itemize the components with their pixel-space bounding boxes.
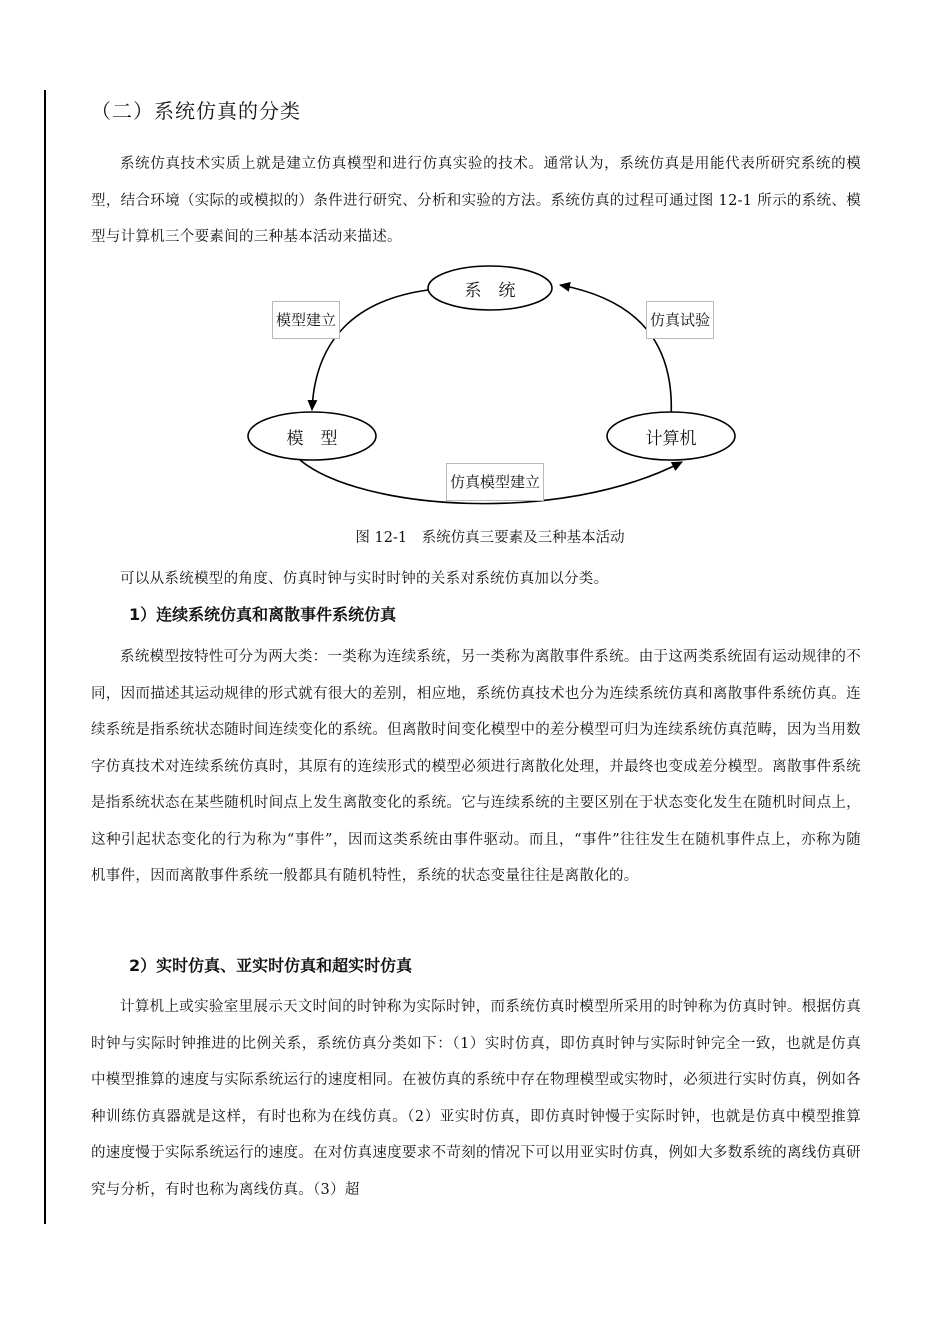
section-heading: （二）系统仿真的分类 [91, 99, 301, 123]
simulation-model-building-label: 仿真模型建立 [446, 463, 544, 501]
system-node-label: 系 统 [464, 281, 516, 301]
section2-title: 2）实时仿真、亚实时仿真和超实时仿真 [129, 956, 413, 975]
section2-paragraph: 计算机上或实验室里展示天文时间的时钟称为实际时钟，而系统仿真时模型所采用的时钟称为仿真时钟。根据仿真时钟与实际时钟推进的比例关系，系统仿真分类如下：（1）实时仿真，即仿真时钟与实际时钟完全一致，也就是仿真中模型推算的速度与实际系统运行的速度相同。在被仿真的系统中存在物理模型或实物时，必须进行实时仿真，例如各种训练仿真器就是这样，有时也称为在线仿真。（2）亚实时仿真，即仿真时钟慢于实际时钟，也就是仿真中模型推算的速度慢于实际系统运行的速度。在对仿真速度要求不苛刻的情况下可以用亚实时仿真，例如大多数系统的离线仿真研究与分析，有时也称为离线仿真。（3）超 [91, 999, 861, 1198]
computer-node-label: 计算机 [645, 429, 697, 449]
intro-paragraph: 系统仿真技术实质上就是建立仿真模型和进行仿真实验的技术。通常认为，系统仿真是用能代表所研究系统的模型，结合环境（实际的或模拟的）条件进行研究、分析和实验的方法。系统仿真的过程可通过图 12-1 所示的系统、模型与计算机三个要素间的三种基本活动来描述。 [91, 156, 861, 245]
simulation-test-label: 仿真试验 [646, 301, 714, 339]
model-building-label: 模型建立 [272, 301, 340, 339]
section1-title: 1）连续系统仿真和离散事件系统仿真 [129, 605, 397, 624]
figure-caption: 图 12-1 系统仿真三要素及三种基本活动 [355, 530, 625, 546]
section1-paragraph: 系统模型按特性可分为两大类：一类称为连续系统，另一类称为离散事件系统。由于这两类系统固有运动规律的不同，因而描述其运动规律的形式就有很大的差别，相应地，系统仿真技术也分为连续系统仿真和离散事件系统仿真。连续系统是指系统状态随时间连续变化的系统。但离散时间变化模型中的差分模型可归为连续系统仿真范畴，因为当用数字仿真技术对连续系统仿真时，其原有的连续形式的模型必须进行离散化处理，并最终也变成差分模型。离散事件系统是指系统状态在某些随机时间点上发生离散变化的系统。它与连续系统的主要区别在于状态变化发生在随机时间点上，这种引起状态变化的行为称为“事件”，因而这类系统由事件驱动。而且，“事件”往往发生在随机事件点上，亦称为随机事件，因而离散事件系统一般都具有随机特性，系统的状态变量往往是离散化的。 [91, 649, 861, 884]
model-node-label: 模 型 [286, 429, 338, 449]
classification-intro: 可以从系统模型的角度、仿真时钟与实时时钟的关系对系统仿真加以分类。 [120, 571, 609, 587]
